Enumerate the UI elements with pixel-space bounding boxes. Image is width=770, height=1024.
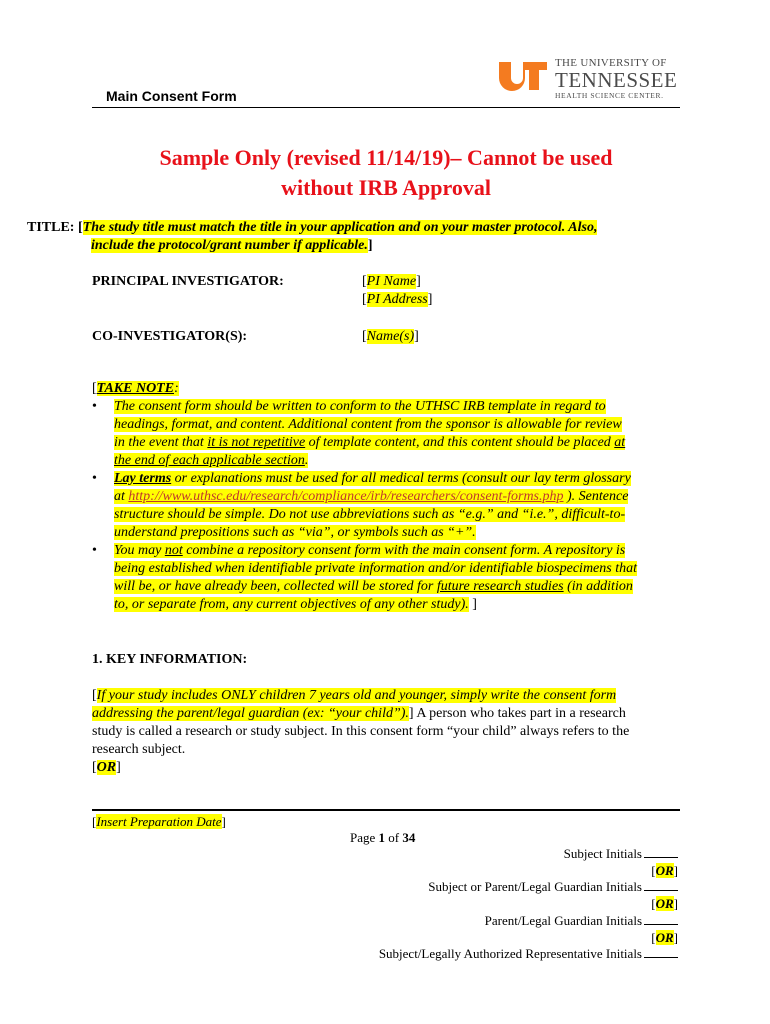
study-title-block: TITLE: [The study title must match the title in your application and on your master protocol. Also, include the protocol/grant number if applicable.] xyxy=(27,220,598,253)
initials-blank[interactable] xyxy=(644,880,678,891)
pi-address: PI Address xyxy=(366,292,428,307)
coi-label: CO-INVESTIGATOR(S): xyxy=(92,329,248,344)
or-tag: OR xyxy=(96,760,117,775)
form-title: Main Consent Form xyxy=(106,88,237,104)
title-text-line1: The study title must match the title in your application and on your master protocol. Also, xyxy=(82,220,598,235)
note-bullet-3: • You may not combine a repository consent form with the main consent form. A repository is being established when identifiable private information and/or identifiable biospecimens that will be, or have already been, collected will be stored for future research studies (in addition to, or separate from, any current objectives of any other study). ] xyxy=(92,543,637,612)
footer-divider xyxy=(92,809,680,811)
initials-lar: Subject/Legally Authorized Representative Initials xyxy=(330,946,678,963)
logo-line2: TENNESSEE xyxy=(555,68,678,92)
pi-label: PRINCIPAL INVESTIGATOR: xyxy=(92,274,284,289)
consent-forms-link[interactable]: http://www.uthsc.edu/research/compliance/irb/researchers/consent-forms.php xyxy=(128,489,564,504)
initials-blank[interactable] xyxy=(644,947,678,958)
title-text-line2: include the protocol/grant number if applicable. xyxy=(91,238,368,253)
pi-values: [PI Name] [PI Address] xyxy=(362,274,433,307)
initials-subject: Subject Initials xyxy=(330,846,678,863)
initials-blank[interactable] xyxy=(644,914,678,925)
key-information-body: [If your study includes ONLY children 7 years old and younger, simply write the consent form addressing the parent/legal guardian (ex: “your child”).] A person who takes part in a research study is called a research or study subject. In this consent form “your child” always refers to the research subject. [OR] xyxy=(92,688,630,775)
initials-blank[interactable] xyxy=(644,847,678,858)
ut-logo-mark xyxy=(497,60,549,92)
sample-banner xyxy=(80,143,692,203)
initials-guardian: Parent/Legal Guardian Initials xyxy=(330,913,678,930)
take-note-block: [TAKE NOTE: • The consent form should be written to conform to the UTHSC IRB template in regard to headings, format, and content. Additional content from the sponsor is allowable for review in the event that it is not repetitive of template content, and this content should be placed at the end of each applicable section. • Lay terms or explanations must be used for all medical terms (consult our lay term glossary at http://www.uthsc.edu/research/compliance/irb/researchers/consent-forms.php ). Sentence structure should be simple. Do not use abbreviations such as “e.g.” and “i.e.”, difficult-to- understand prepositions such as “via”, or symbols such as “+”. • You may not combine a repository consent form with the main consent form. A repository is being established when identifiable private information and/or identifiable biospecimens that will be, or have already been, collected will be stored for future research studies (in addition to, or separate from, any current objectives of any other study). ] xyxy=(92,380,684,614)
take-note-heading: TAKE NOTE xyxy=(96,381,175,396)
uthsc-logo-text xyxy=(555,58,685,100)
pi-name: PI Name xyxy=(366,274,417,289)
preparation-date: [Insert Preparation Date] xyxy=(92,814,226,829)
sample-banner-line2: without IRB Approval xyxy=(281,175,491,200)
page-number: Page 1 of 34 xyxy=(350,830,416,845)
key-information-heading: 1. KEY INFORMATION: xyxy=(92,652,248,667)
logo-line3: HEALTH SCIENCE CENTER. xyxy=(555,91,664,100)
sample-banner-line1: Sample Only (revised 11/14/19)– Cannot be used xyxy=(159,145,613,170)
note-bullet-1: • The consent form should be written to conform to the UTHSC IRB template in regard to headings, format, and content. Additional content from the sponsor is allowable for review in the event that it is not repetitive of template content, and this content should be placed at the end of each applicable section. xyxy=(92,399,626,468)
title-label: TITLE: xyxy=(27,220,75,235)
header-divider xyxy=(92,107,680,108)
coi-values: [Name(s)] xyxy=(362,329,419,344)
initials-subject-or-guardian: Subject or Parent/Legal Guardian Initials xyxy=(330,879,678,896)
note-bullet-2: • Lay terms or explanations must be used for all medical terms (consult our lay term glossary at http://www.uthsc.edu/research/compliance/irb/researchers/consent-forms.php ). Sentence structure should be simple. Do not use abbreviations such as “e.g.” and “i.e.”, difficult-to- understand prepositions such as “via”, or symbols such as “+”. xyxy=(92,471,631,540)
logo-line1: THE UNIVERSITY OF xyxy=(555,57,667,69)
coi-names: Name(s) xyxy=(366,329,415,344)
initials-block: Subject Initials [OR] Subject or Parent/Legal Guardian Initials [OR] Parent/Legal Guardian Initials [OR] Subject/Legally Authorized Representative Initials xyxy=(330,846,678,963)
